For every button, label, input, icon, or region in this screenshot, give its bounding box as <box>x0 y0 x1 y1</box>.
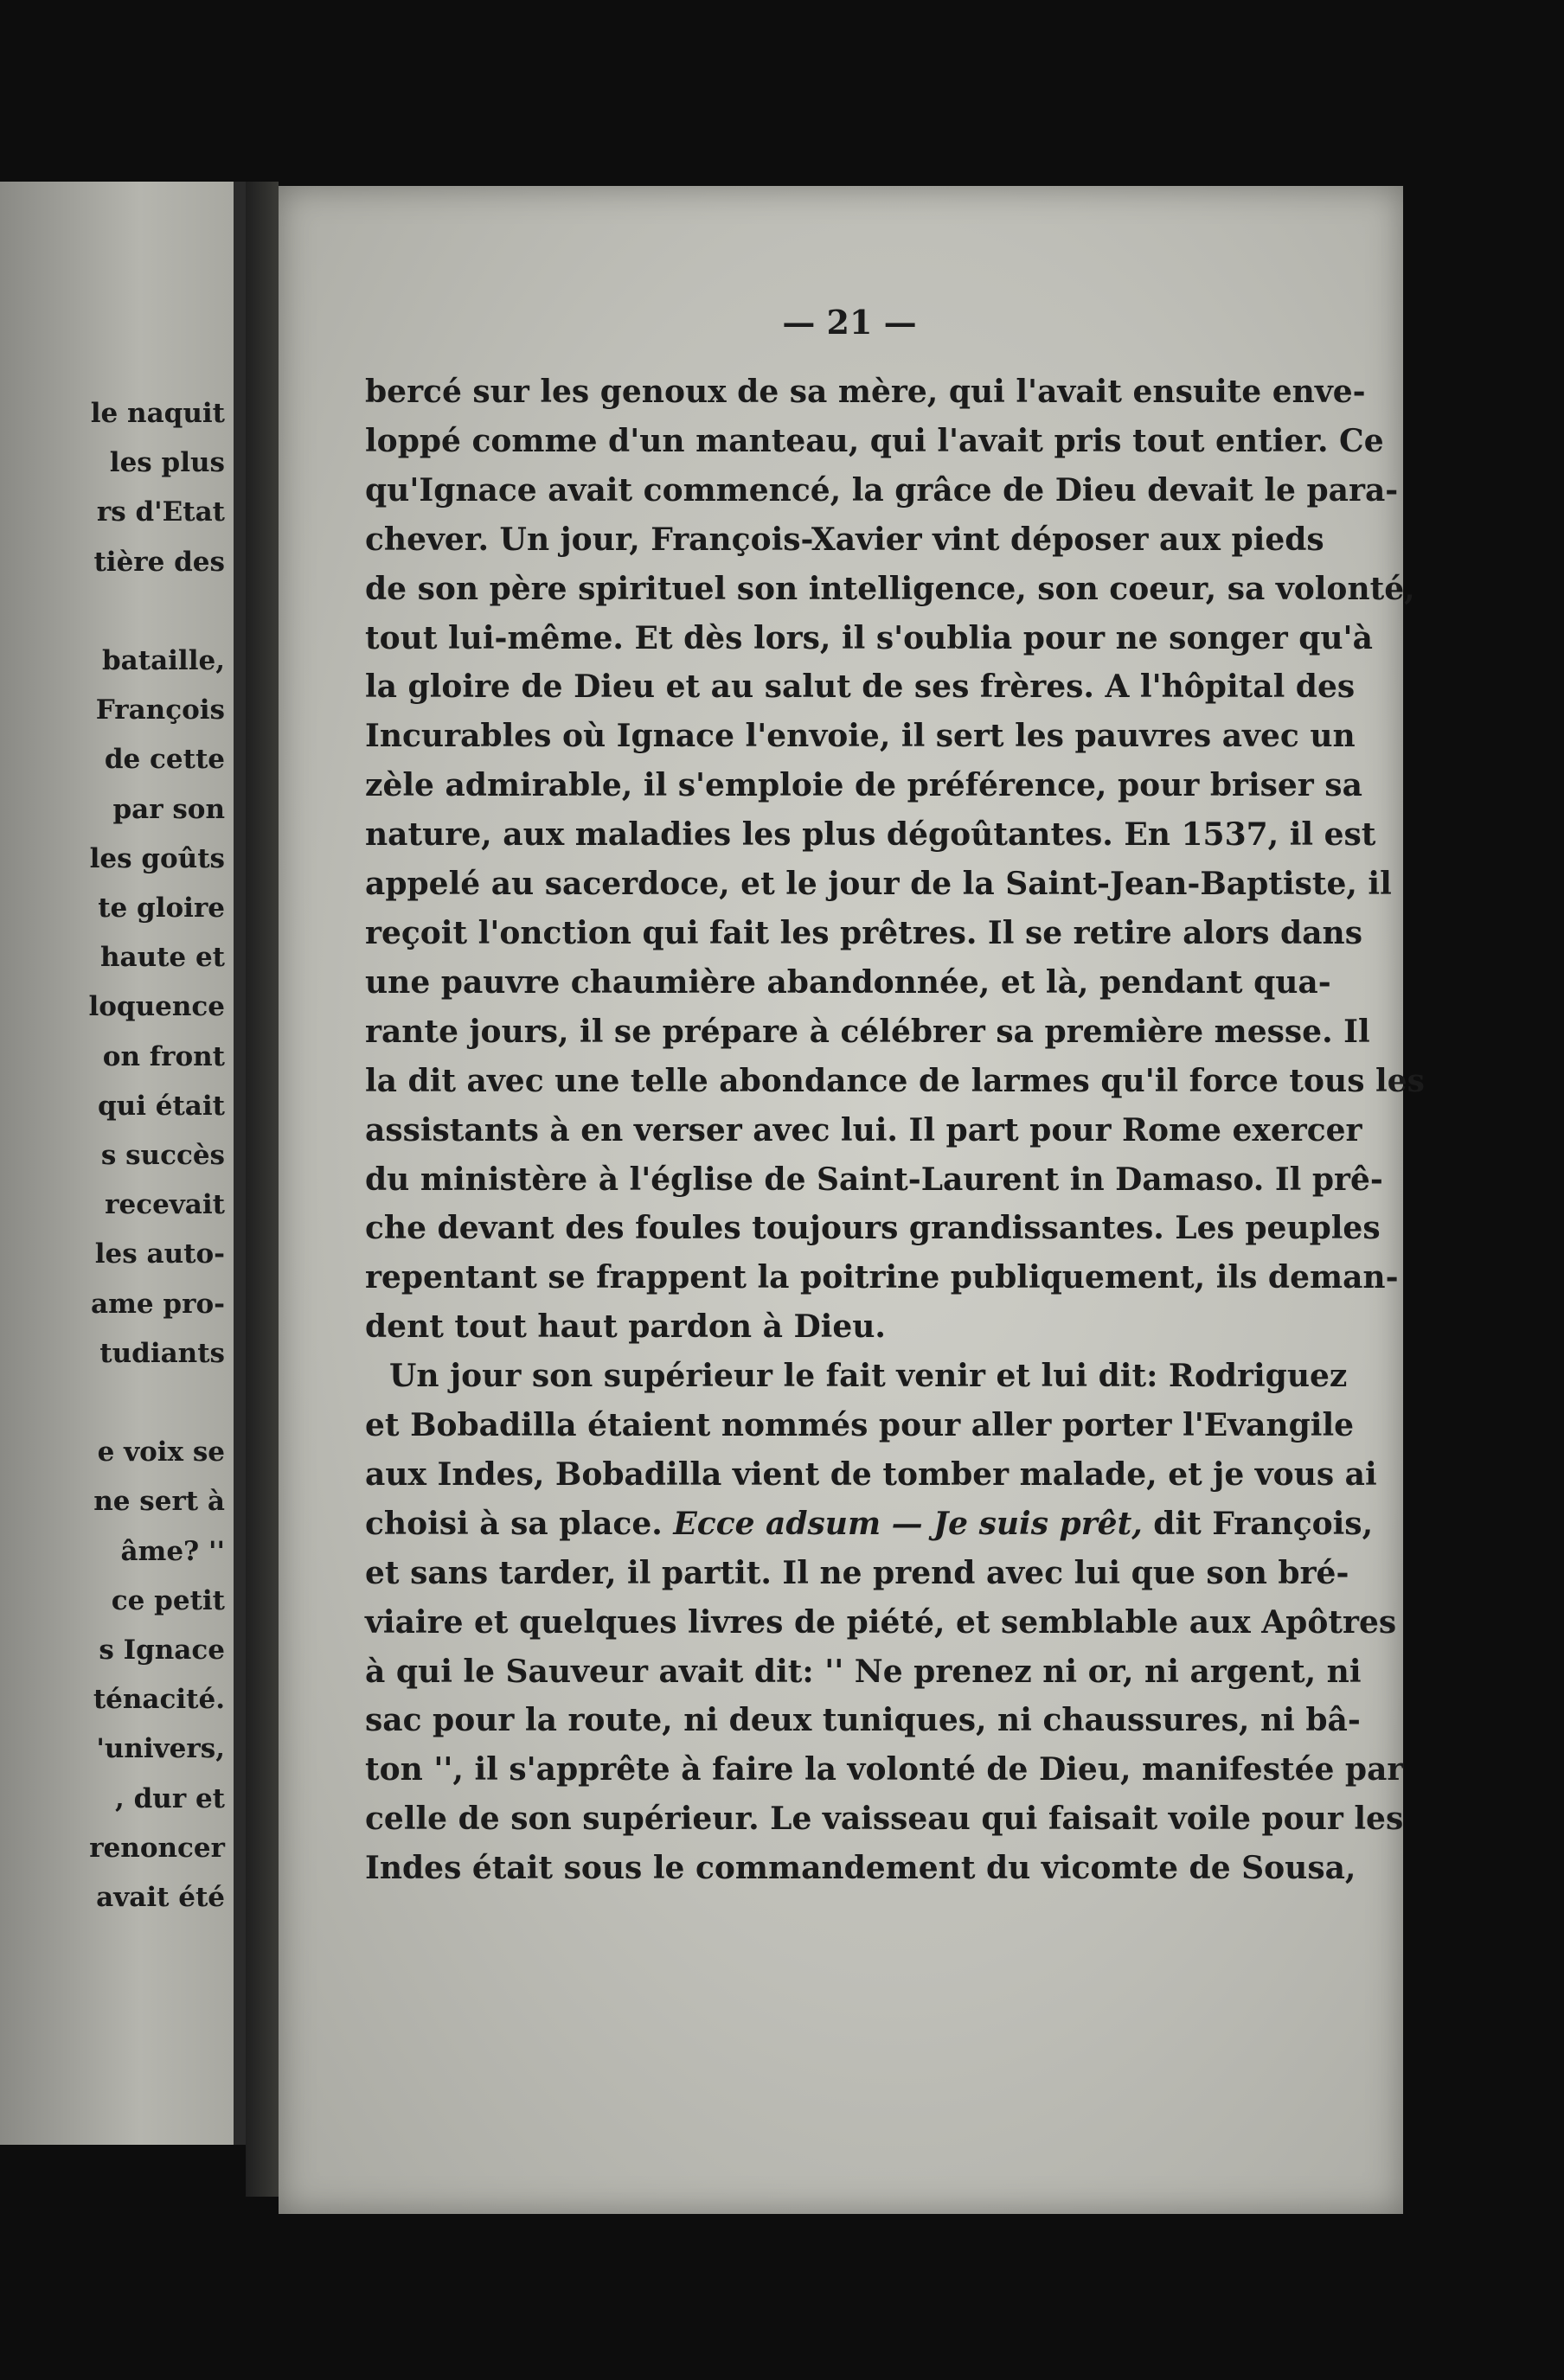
text-line: la gloire de Dieu et au salut de ses frères. A l'hôpital des <box>365 669 1356 706</box>
text-segment: choisi à sa place. <box>365 1505 663 1542</box>
text-line: une pauvre chaumière abandonnée, et là, pendant qua- <box>365 963 1331 1001</box>
text-line: nature, aux maladies les plus dégoûtantes. En 1537, il est <box>365 816 1376 854</box>
text-line: ton '', il s'apprête à faire la volonté de Dieu, manifestée par <box>365 1751 1404 1788</box>
left-line: , dur et <box>115 1782 225 1814</box>
left-line: qui était <box>97 1090 225 1122</box>
text-segment: dit François, <box>1153 1505 1374 1542</box>
left-line: bataille, <box>101 645 225 677</box>
text-line: de son père spirituel son intelligence, son coeur, sa volonté, <box>365 570 1415 607</box>
book-gutter <box>246 182 279 2197</box>
text-line: tout lui-même. Et dès lors, il s'oublia pour ne songer qu'à <box>365 619 1373 656</box>
text-line: du ministère à l'église de Saint-Laurent in Damaso. Il prê- <box>365 1161 1383 1198</box>
text-line: à qui le Sauveur avait dit: '' Ne prenez ni or, ni argent, ni <box>365 1653 1362 1690</box>
left-line: e voix se <box>97 1436 225 1468</box>
left-line: loquence <box>88 991 225 1023</box>
left-line: te gloire <box>98 892 225 924</box>
left-page-text <box>0 389 225 1923</box>
text-line: repentant se frappent la poitrine publiquement, ils deman- <box>365 1259 1399 1296</box>
text-line: reçoit l'onction qui fait les prêtres. Il se retire alors dans <box>365 914 1362 951</box>
left-line: les auto- <box>94 1238 225 1270</box>
page-number: — 21 — <box>782 303 917 342</box>
text-line: che devant des foules toujours grandissantes. Les peuples <box>365 1210 1381 1247</box>
text-line: rante jours, il se prépare à célébrer sa première messe. Il <box>365 1013 1370 1050</box>
left-line: on front <box>102 1040 225 1072</box>
left-page-fragment <box>0 182 246 2145</box>
left-line: avait été <box>96 1882 225 1914</box>
text-line: la dit avec une telle abondance de larmes qu'il force tous les <box>365 1062 1425 1099</box>
left-line: le naquit <box>90 398 225 429</box>
body-text <box>365 368 1425 1893</box>
text-line: aux Indes, Bobadilla vient de tomber malade, et je vous ai <box>365 1456 1377 1493</box>
left-line: ce petit <box>111 1584 225 1616</box>
left-line: ame pro- <box>91 1288 225 1320</box>
right-page <box>279 186 1425 2214</box>
left-line: de cette <box>104 744 225 776</box>
text-line: sac pour la route, ni deux tuniques, ni chaussures, ni bâ- <box>365 1702 1361 1739</box>
text-line: loppé comme d'un manteau, qui l'avait pris tout entier. Ce <box>365 422 1384 459</box>
left-line: haute et <box>99 942 225 974</box>
left-line: renoncer <box>89 1832 225 1864</box>
left-line <box>0 1379 225 1428</box>
left-line: s Ignace <box>99 1635 225 1667</box>
text-line: assistants à en verser avec lui. Il part pour Rome exercer <box>365 1111 1362 1148</box>
left-line: par son <box>112 793 225 825</box>
text-line: viaire et quelques livres de piété, et semblable aux Apôtres <box>365 1603 1397 1641</box>
text-line: et Bobadilla étaient nommés pour aller porter l'Evangile <box>365 1407 1355 1444</box>
text-line: appelé au sacerdoce, et le jour de la Saint-Jean-Baptiste, il <box>365 866 1392 903</box>
text-line: chever. Un jour, François-Xavier vint déposer aux pieds <box>365 521 1324 558</box>
left-line: les goûts <box>89 842 225 874</box>
left-line: les plus <box>109 447 225 479</box>
left-line: recevait <box>105 1189 225 1221</box>
left-line: rs d'Etat <box>96 496 225 528</box>
left-line: 'univers, <box>96 1733 225 1765</box>
left-line: ténacité. <box>93 1684 225 1716</box>
left-line: s succès <box>100 1140 225 1172</box>
text-line <box>365 1500 1374 1549</box>
text-line: Incurables où Ignace l'envoie, il sert les pauvres avec un <box>365 718 1356 755</box>
text-line: bercé sur les genoux de sa mère, qui l'avait ensuite enve- <box>365 374 1366 410</box>
text-line: et sans tarder, il partit. Il ne prend avec lui que son bré- <box>365 1554 1349 1591</box>
left-line: tière des <box>93 546 225 578</box>
text-line: Indes était sous le commandement du vicomte de Sousa, <box>365 1850 1356 1887</box>
text-line: zèle admirable, il s'emploie de préférence, pour briser sa <box>365 767 1362 804</box>
text-line: dent tout haut pardon à Dieu. <box>365 1308 886 1346</box>
text-line: celle de son supérieur. Le vaisseau qui faisait voile pour les <box>365 1801 1404 1838</box>
left-line: ne sert à <box>93 1486 225 1518</box>
left-line: tudiants <box>99 1337 225 1369</box>
left-line <box>0 587 225 637</box>
left-line: François <box>95 694 225 726</box>
text-line: qu'Ignace avait commencé, la grâce de Dieu devait le para- <box>365 471 1399 509</box>
text-line: Un jour son supérieur le fait venir et lui dit: Rodriguez <box>389 1358 1348 1395</box>
left-line: âme? '' <box>120 1535 225 1567</box>
italic-quote: Ecce adsum — Je suis prêt, <box>673 1505 1143 1542</box>
